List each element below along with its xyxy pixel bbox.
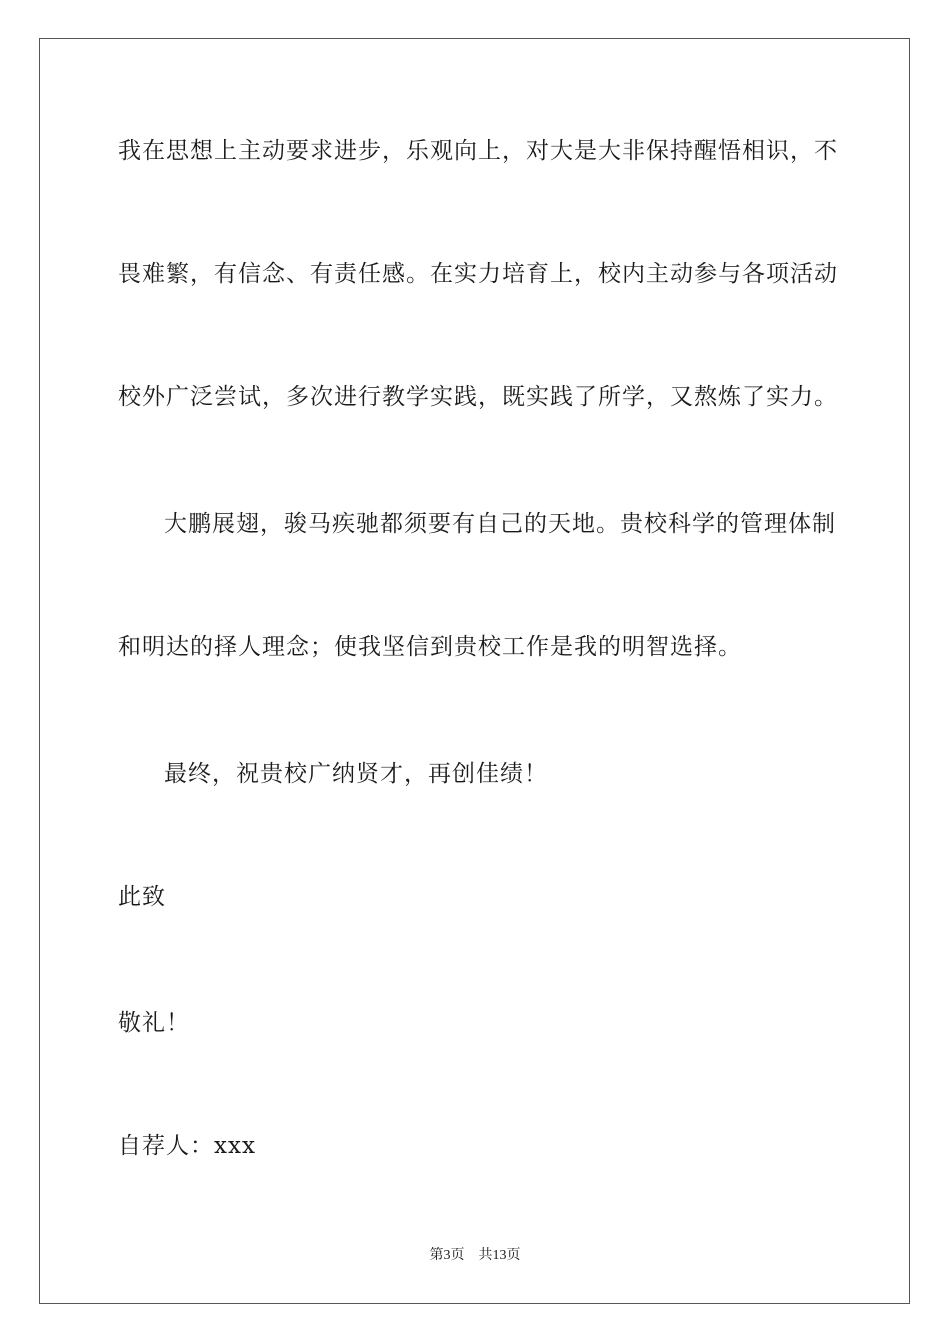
body-line-1: 我在思想上主动要求进步，乐观向上，对大是大非保持醒悟相识，不 (118, 138, 838, 164)
body-line-4: 大鹏展翅，骏马疾驰都须要有自己的天地。贵校科学的管理体制 (164, 511, 836, 537)
page-footer (0, 1247, 950, 1265)
body-line-5: 和明达的择人理念；使我坚信到贵校工作是我的明智选择。 (118, 634, 742, 660)
page-total: 共13页 (478, 1248, 521, 1263)
body-line-3: 校外广泛尝试，多次进行教学实践，既实践了所学，又熬炼了实力。 (118, 384, 838, 410)
closing-salutation: 此致 (118, 884, 166, 910)
closing-respect: 敬礼！ (118, 1010, 190, 1036)
body-line-2: 畏难繁，有信念、有责任感。在实力培育上，校内主动参与各项活动 (118, 261, 838, 287)
body-line-6: 最终，祝贵校广纳贤才，再创佳绩！ (164, 761, 548, 787)
page-current: 第3页 (429, 1248, 465, 1263)
signature-line: 自荐人：xxx (118, 1133, 256, 1159)
page-frame (39, 38, 910, 1304)
